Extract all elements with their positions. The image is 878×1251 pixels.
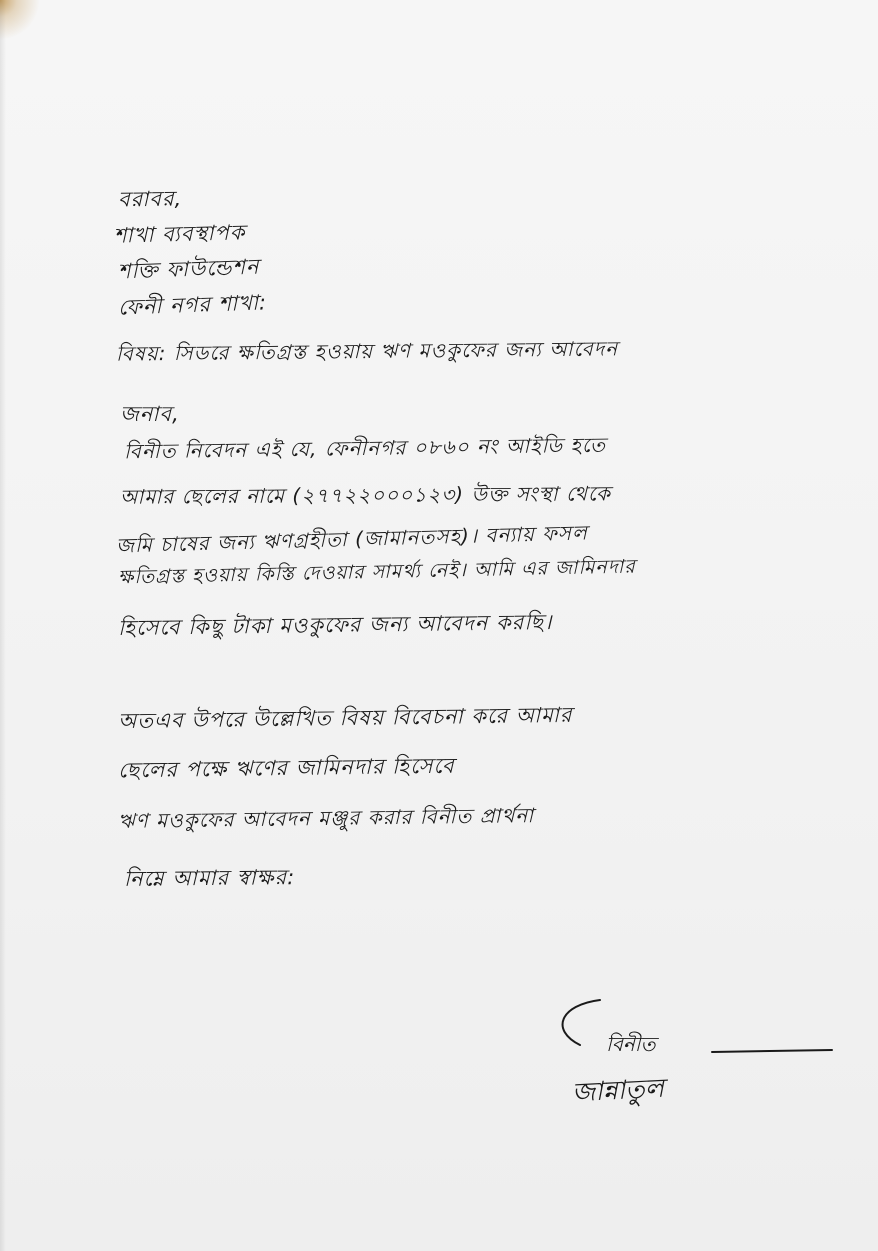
signature: জান্নাতুল: [571, 1073, 665, 1109]
paragraph2-line-2: ছেলের পক্ষে ঋণের জামিনদার হিসেবে: [117, 753, 455, 783]
paper-left-edge: [0, 0, 6, 1251]
paragraph2-line-4: নিম্নে আমার স্বাক্ষর:: [123, 865, 296, 891]
paragraph1-line-4: ক্ষতিগ্রস্ত হওয়ায় কিস্তি দেওয়ার সামর্থ্য নেই। আমি এর জামিনদার: [117, 555, 636, 589]
subject-line: বিষয়: সিডরে ক্ষতিগ্রস্ত হওয়ায় ঋণ মওকুফের জন্য আবেদন: [115, 336, 619, 366]
paper-corner-shadow: [0, 0, 40, 40]
paragraph1-line-3: জমি চাষের জন্য ঋণগ্রহীতা (জামানতসহ)। বন্যায় ফসল: [115, 520, 589, 558]
paragraph2-line-1: অতএব উপরে উল্লেখিত বিষয় বিবেচনা করে আমার: [117, 702, 573, 734]
paragraph2-line-3: ঋণ মওকুফের আবেদন মঞ্জুর করার বিনীত প্রার্থনা: [117, 803, 535, 833]
paragraph1-line-1: বিনীত নিবেদন এই যে, ফেনীনগর ০৮৬০ নং আইডি হতে: [123, 432, 607, 464]
paragraph1-line-2: আমার ছেলের নামে (২৭৭২২০০০১২৩) উক্ত সংস্থা থেকে: [119, 481, 612, 509]
address-line-1: বরাবর,: [117, 186, 183, 212]
paragraph1-line-5: হিসেবে কিছু টাকা মওকুফের জন্য আবেদন করছি।: [117, 609, 553, 641]
address-line-2: শাখা ব্যবস্থাপক: [113, 220, 246, 248]
salutation: জনাব,: [120, 402, 180, 426]
address-line-3: শক্তি ফাউন্ডেশন: [117, 254, 260, 284]
closing-text: বিনীত: [606, 1032, 656, 1056]
address-line-4: ফেনী নগর শাখা:: [117, 290, 268, 320]
